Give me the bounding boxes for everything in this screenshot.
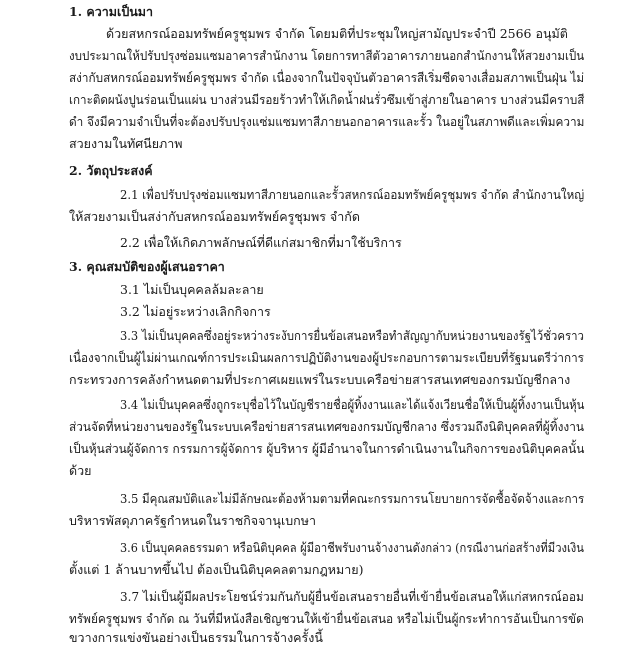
section-heading-objectives: 2. วัตถุประสงค์ bbox=[69, 163, 153, 178]
paragraph-line: ตั้งแต่ 1 ล้านบาทขึ้นไป ต้องเป็นนิติบุคคลตามกฎหมาย) bbox=[69, 562, 364, 577]
paragraph-line: กระทรวงการคลังกำหนดตามที่ประกาศเผยแพร่ในระบบเครือข่ายสารสนเทศของกรมบัญชีกลาง bbox=[69, 372, 571, 387]
paragraph-line: เกาะติดผนังปูนร่อนเป็นแผ่น บางส่วนมีรอยร้าวทำให้เกิดน้ำฝนรั่วซึมเข้าสู่ภายในอาคาร บางส่วนมีคราบสี bbox=[69, 92, 585, 107]
paragraph-line: บริหารพัสดุภาครัฐกำหนดในราชกิจจานุเบกษา bbox=[69, 513, 317, 528]
section-heading-qualifications: 3. คุณสมบัติของผู้เสนอราคา bbox=[69, 259, 225, 274]
paragraph-line: ขวางการแข่งขันอย่างเป็นธรรมในการจ้างครั้งนี้ bbox=[69, 630, 323, 645]
paragraph-line: ด้วยสหกรณ์ออมทรัพย์ครูชุมพร จำกัด โดยมติที่ประชุมใหญ่สามัญประจำปี 2566 อนุมัติ bbox=[106, 26, 568, 41]
paragraph-line: 3.4 ไม่เป็นบุคคลซึ่งถูกระบุชื่อไว้ในบัญชีรายชื่อผู้ทิ้งงานและได้แจ้งเวียนชื่อให้เป็นผู้ทิ้งงานเป็นหุ้น bbox=[120, 397, 585, 412]
paragraph-line: เนื่องจากเป็นผู้ไม่ผ่านเกณฑ์การประเมินผลการปฏิบัติงานของผู้ประกอบการตามระเบียบที่รัฐมนตรีว่าการ bbox=[69, 350, 584, 365]
paragraph-line: 2.2 เพื่อให้เกิดภาพลักษณ์ที่ดีแก่สมาชิกที่มาใช้บริการ bbox=[120, 235, 402, 250]
section-heading-background: 1. ความเป็นมา bbox=[69, 4, 154, 19]
paragraph-line: ส่วนจัดที่หน่วยงานของรัฐในระบบเครือข่ายสารสนเทศของกรมบัญชีกลาง ซึ่งรวมถึงนิติบุคคลที่ผู้ทิ้งงาน bbox=[69, 419, 584, 434]
paragraph-line: ให้สวยงามเป็นสง่ากับสหกรณ์ออมทรัพย์ครูชุมพร จำกัด bbox=[69, 209, 360, 224]
paragraph-line: 3.7 ไม่เป็นผู้มีผลประโยชน์ร่วมกันกับผู้ยื่นข้อเสนอรายอื่นที่เข้ายื่นข้อเสนอให้แก่สหกรณ์ออม bbox=[120, 589, 584, 604]
paragraph-line: ด้วย bbox=[69, 463, 92, 478]
paragraph-line: 3.5 มีคุณสมบัติและไม่มีลักษณะต้องห้ามตามที่คณะกรรมการนโยบายการจัดซื้อจัดจ้างและการ bbox=[120, 491, 585, 506]
paragraph-line: 3.2 ไม่อยู่ระหว่างเลิกกิจการ bbox=[120, 304, 271, 319]
paragraph-line: ดำ จึงมีความจำเป็นที่จะต้องปรับปรุงแซ่มแซมทาสีภายนอกอาคารและรั้ว ในอยู่ในสภาพดีและเพิ่มความ bbox=[69, 114, 585, 129]
paragraph-line: 3.1 ไม่เป็นบุคคลล้มละลาย bbox=[120, 282, 264, 297]
paragraph-line: 2.1 เพื่อปรับปรุงซ่อมแซมทาสีภายนอกและรั้วสหกรณ์ออมทรัพย์ครูชุมพร จำกัด สำนักงานใหญ่ bbox=[120, 187, 585, 202]
paragraph-line: ทรัพย์ครูชุมพร จำกัด ณ วันที่มีหนังสือเชิญชวนให้เข้ายื่นข้อเสนอ หรือไม่เป็นผู้กระทำการอันเป็นการขัด bbox=[69, 611, 584, 626]
paragraph-line: เป็นหุ้นส่วนผู้จัดการ กรรมการผู้จัดการ ผู้บริหาร ผู้มีอำนาจในการดำเนินงานในกิจการของนิติบุคคลนั้น bbox=[69, 441, 585, 456]
paragraph-line: 3.6 เป็นบุคคลธรรมดา หรือนิติบุคคล ผู้มีอาชีพรับงานจ้างงานดังกล่าว (กรณีงานก่อสร้างที่มีวงเงิน bbox=[120, 540, 584, 555]
paragraph-line: งบประมาณให้ปรับปรุงซ่อมแซมอาคารสำนักงาน โดยการทาสีตัวอาคารภายนอกสำนักงานให้สวยงามเป็น bbox=[69, 48, 585, 63]
paragraph-line: สง่ากับสหกรณ์ออมทรัพย์ครูชุมพร จำกัด เนื่องจากในปัจจุบันตัวอาคารสีเริ่มซีดจางเสื่อมสภาพเป็นฝุ่น ไม่ bbox=[69, 70, 585, 85]
paragraph-line: 3.3 ไม่เป็นบุคคลซึ่งอยู่ระหว่างระงับการยื่นข้อเสนอหรือทำสัญญากับหน่วยงานของรัฐไว้ชั่วคราว bbox=[120, 328, 584, 343]
paragraph-line: สวยงามในทัศนียภาพ bbox=[69, 136, 183, 151]
